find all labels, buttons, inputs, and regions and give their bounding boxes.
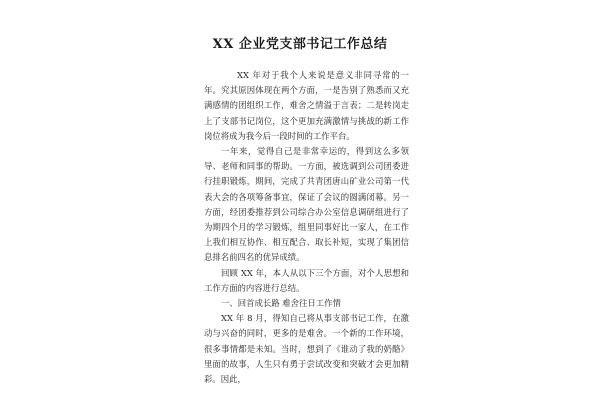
section-heading: 一、回首成长路 难舍往日工作情 [221, 298, 341, 309]
paragraph-intro: XX 年对于我个人来说是意义非同寻常的一年。究其原因体现在两个方面，一是告别了熟悉而又充满感情的团组织工作，难舍之情溢于言表；二是转岗走上了支部书记岗位，这个更加充满激情与挑战的新工作岗位将成为我今后一段时间的工作平台。 [204, 70, 409, 141]
document-body [204, 68, 409, 387]
paragraph-year-review: 一年来，觉得自己是非常幸运的，得到这么多领导、老师和同事的帮助。一方面，被选调到公司团委进行挂职锻炼，期间，完成了共青团唐山矿业公司第一代表大会的各项筹备事宜，保证了会议的圆满闭幕。另一方面，经团委推荐到公司综合办公室信息调研组进行了为期四个月的学习锻炼，组里同事好比一家人，在工作上我们相互协作、相互配合、取长补短，实现了集团信息排名前四名的优异成绩。 [204, 146, 409, 263]
document-title: XX 企业党支部书记工作总结 [212, 37, 388, 52]
paragraph-summary-lead: 回顾 XX 年，本人从以下三个方面，对个人思想和工作方面的内容进行总结。 [204, 267, 409, 293]
paragraph-section-one: XX 年 8 月，得知自己将从事支部书记工作，在激动与兴奋的同时，更多的是难舍。一个新的工作环境，很多事情都是未知。当时，想到了《谁动了我的奶酪》里面的故事，人生只有勇于尝试改变和突破才会更加精彩。因此， [204, 313, 409, 385]
